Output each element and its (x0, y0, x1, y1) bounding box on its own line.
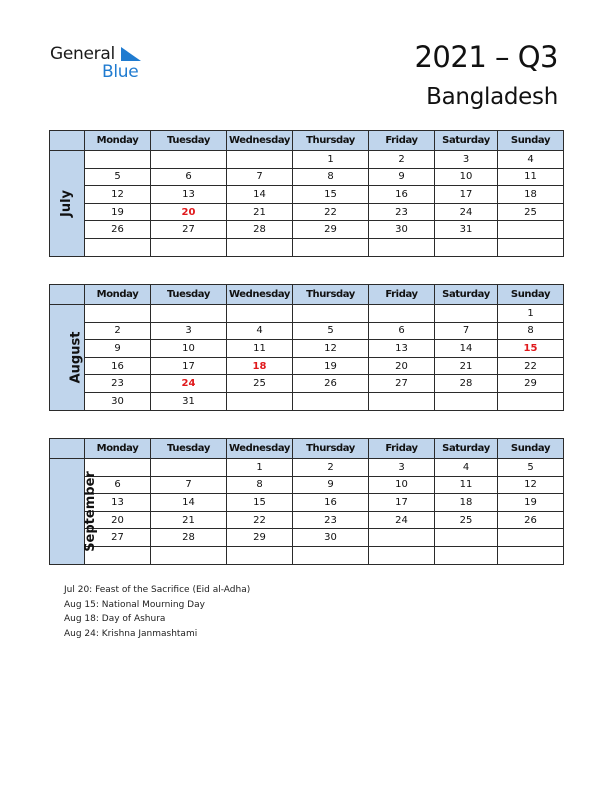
day-cell: 16 (369, 186, 435, 204)
day-cell: 29 (498, 375, 564, 393)
weekday-header: Monday (85, 439, 151, 459)
day-cell: 21 (151, 511, 227, 529)
day-cell (435, 529, 498, 547)
day-cell: 12 (293, 340, 369, 358)
weekday-header: Monday (85, 131, 151, 151)
day-cell: 24 (151, 375, 227, 393)
day-cell: 18 (227, 357, 293, 375)
day-cell: 16 (293, 494, 369, 512)
day-cell: 2 (293, 459, 369, 477)
day-cell: 2 (85, 322, 151, 340)
day-cell: 27 (369, 375, 435, 393)
day-cell: 18 (435, 494, 498, 512)
month-label-cell (50, 305, 85, 411)
day-cell: 24 (369, 511, 435, 529)
day-cell (498, 238, 564, 256)
day-cell: 16 (85, 357, 151, 375)
weekday-header: Sunday (498, 131, 564, 151)
day-cell: 8 (498, 322, 564, 340)
day-cell: 5 (498, 459, 564, 477)
day-cell: 17 (435, 186, 498, 204)
day-cell: 28 (151, 529, 227, 547)
day-cell: 11 (498, 168, 564, 186)
day-cell: 23 (293, 511, 369, 529)
weekday-header: Thursday (293, 285, 369, 305)
day-cell: 4 (227, 322, 293, 340)
day-cell (435, 546, 498, 564)
day-cell: 10 (435, 168, 498, 186)
day-cell: 20 (369, 357, 435, 375)
logo-blue-text: Blue (102, 62, 139, 82)
week-row (50, 168, 564, 186)
week-row (50, 238, 564, 256)
day-cell: 1 (293, 151, 369, 169)
day-cell: 29 (293, 221, 369, 239)
day-cell: 24 (435, 203, 498, 221)
day-cell: 21 (227, 203, 293, 221)
week-row (50, 476, 564, 494)
weekday-header-row (50, 439, 564, 459)
day-cell: 8 (227, 476, 293, 494)
day-cell: 7 (227, 168, 293, 186)
calendar-september (49, 438, 564, 565)
day-cell: 22 (293, 203, 369, 221)
holiday-note: Jul 20: Feast of the Sacrifice (Eid al-Adha) (64, 585, 251, 595)
day-cell: 3 (369, 459, 435, 477)
week-row (50, 340, 564, 358)
weekday-header: Saturday (435, 285, 498, 305)
blue-triangle-flag-icon (121, 47, 141, 61)
day-cell: 26 (85, 221, 151, 239)
day-cell (227, 238, 293, 256)
day-cell (85, 305, 151, 323)
weekday-header: Sunday (498, 285, 564, 305)
month-label-cell (50, 151, 85, 257)
day-cell: 28 (227, 221, 293, 239)
month-name: September (82, 470, 98, 552)
day-cell: 9 (293, 476, 369, 494)
day-cell (293, 238, 369, 256)
day-cell: 15 (227, 494, 293, 512)
week-row (50, 305, 564, 323)
day-cell: 19 (498, 494, 564, 512)
day-cell: 14 (435, 340, 498, 358)
day-cell (498, 529, 564, 547)
day-cell: 19 (293, 357, 369, 375)
day-cell: 31 (151, 392, 227, 410)
week-row (50, 494, 564, 512)
week-row (50, 392, 564, 410)
day-cell (369, 529, 435, 547)
day-cell: 4 (498, 151, 564, 169)
day-cell: 11 (435, 476, 498, 494)
day-cell: 25 (498, 203, 564, 221)
day-cell: 22 (498, 357, 564, 375)
day-cell: 11 (227, 340, 293, 358)
day-cell: 10 (151, 340, 227, 358)
day-cell (151, 546, 227, 564)
day-cell (151, 459, 227, 477)
week-row (50, 511, 564, 529)
day-cell (369, 238, 435, 256)
holiday-note: Aug 18: Day of Ashura (64, 614, 166, 625)
day-cell: 15 (293, 186, 369, 204)
day-cell (498, 392, 564, 410)
weekday-header: Thursday (293, 131, 369, 151)
weekday-header: Tuesday (151, 131, 227, 151)
week-row (50, 375, 564, 393)
day-cell: 28 (435, 375, 498, 393)
day-cell: 9 (85, 340, 151, 358)
week-row (50, 459, 564, 477)
header-corner (50, 131, 85, 151)
day-cell: 8 (293, 168, 369, 186)
day-cell (227, 392, 293, 410)
day-cell: 3 (435, 151, 498, 169)
day-cell: 31 (435, 221, 498, 239)
weekday-header: Saturday (435, 131, 498, 151)
week-row (50, 151, 564, 169)
day-cell (227, 546, 293, 564)
logo (50, 44, 150, 84)
day-cell (435, 392, 498, 410)
day-cell: 13 (369, 340, 435, 358)
day-cell (293, 392, 369, 410)
day-cell: 14 (227, 186, 293, 204)
day-cell: 23 (369, 203, 435, 221)
day-cell (151, 151, 227, 169)
weekday-header: Wednesday (227, 439, 293, 459)
month-label-cell (50, 459, 98, 565)
day-cell: 19 (85, 203, 151, 221)
day-cell (369, 305, 435, 323)
day-cell: 13 (85, 494, 151, 512)
day-cell (85, 151, 151, 169)
day-cell: 22 (227, 511, 293, 529)
day-cell (227, 305, 293, 323)
day-cell: 5 (85, 168, 151, 186)
month-name: August (68, 331, 84, 384)
week-row (50, 546, 564, 564)
logo-general-text: General (50, 44, 115, 64)
page-title: 2021 – Q3 (414, 40, 558, 74)
week-row (50, 357, 564, 375)
day-cell: 14 (151, 494, 227, 512)
weekday-header: Sunday (498, 439, 564, 459)
day-cell: 13 (151, 186, 227, 204)
day-cell: 9 (369, 168, 435, 186)
weekday-header: Friday (369, 439, 435, 459)
weekday-header: Friday (369, 131, 435, 151)
day-cell (369, 392, 435, 410)
week-row (50, 322, 564, 340)
weekday-header: Tuesday (151, 439, 227, 459)
day-cell: 12 (85, 186, 151, 204)
day-cell: 30 (293, 529, 369, 547)
weekday-header: Friday (369, 285, 435, 305)
week-row (50, 529, 564, 547)
day-cell: 6 (151, 168, 227, 186)
day-cell: 7 (435, 322, 498, 340)
day-cell: 25 (227, 375, 293, 393)
calendar-august (49, 284, 564, 411)
header-corner (50, 439, 85, 459)
day-cell: 26 (498, 511, 564, 529)
day-cell (85, 238, 151, 256)
day-cell: 15 (498, 340, 564, 358)
day-cell: 5 (293, 322, 369, 340)
week-row (50, 186, 564, 204)
header-corner (50, 285, 85, 305)
day-cell: 6 (85, 476, 151, 494)
calendar-july (49, 130, 564, 257)
day-cell: 29 (227, 529, 293, 547)
weekday-header: Wednesday (227, 131, 293, 151)
day-cell: 3 (151, 322, 227, 340)
holiday-notes (64, 583, 250, 642)
day-cell: 1 (227, 459, 293, 477)
day-cell (498, 546, 564, 564)
day-cell (435, 238, 498, 256)
day-cell: 21 (435, 357, 498, 375)
country-subtitle: Bangladesh (426, 84, 558, 110)
day-cell: 27 (85, 529, 151, 547)
weekday-header-row (50, 131, 564, 151)
day-cell (369, 546, 435, 564)
day-cell: 7 (151, 476, 227, 494)
day-cell (293, 546, 369, 564)
day-cell: 17 (151, 357, 227, 375)
day-cell: 26 (293, 375, 369, 393)
day-cell: 2 (369, 151, 435, 169)
day-cell (293, 305, 369, 323)
day-cell (435, 305, 498, 323)
day-cell: 23 (85, 375, 151, 393)
day-cell: 10 (369, 476, 435, 494)
day-cell: 17 (369, 494, 435, 512)
day-cell: 30 (369, 221, 435, 239)
day-cell (227, 151, 293, 169)
day-cell: 20 (151, 203, 227, 221)
weekday-header: Tuesday (151, 285, 227, 305)
weekday-header: Monday (85, 285, 151, 305)
day-cell: 27 (151, 221, 227, 239)
week-row (50, 221, 564, 239)
week-row (50, 203, 564, 221)
day-cell (498, 221, 564, 239)
day-cell (151, 238, 227, 256)
holiday-note: Aug 15: National Mourning Day (64, 599, 205, 610)
day-cell: 25 (435, 511, 498, 529)
day-cell: 12 (498, 476, 564, 494)
weekday-header: Thursday (293, 439, 369, 459)
month-name: July (59, 189, 75, 217)
day-cell (151, 305, 227, 323)
day-cell: 1 (498, 305, 564, 323)
day-cell: 20 (85, 511, 151, 529)
weekday-header-row (50, 285, 564, 305)
day-cell: 18 (498, 186, 564, 204)
day-cell: 4 (435, 459, 498, 477)
day-cell: 30 (85, 392, 151, 410)
day-cell: 6 (369, 322, 435, 340)
weekday-header: Saturday (435, 439, 498, 459)
weekday-header: Wednesday (227, 285, 293, 305)
holiday-note: Aug 24: Krishna Janmashtami (64, 629, 198, 640)
